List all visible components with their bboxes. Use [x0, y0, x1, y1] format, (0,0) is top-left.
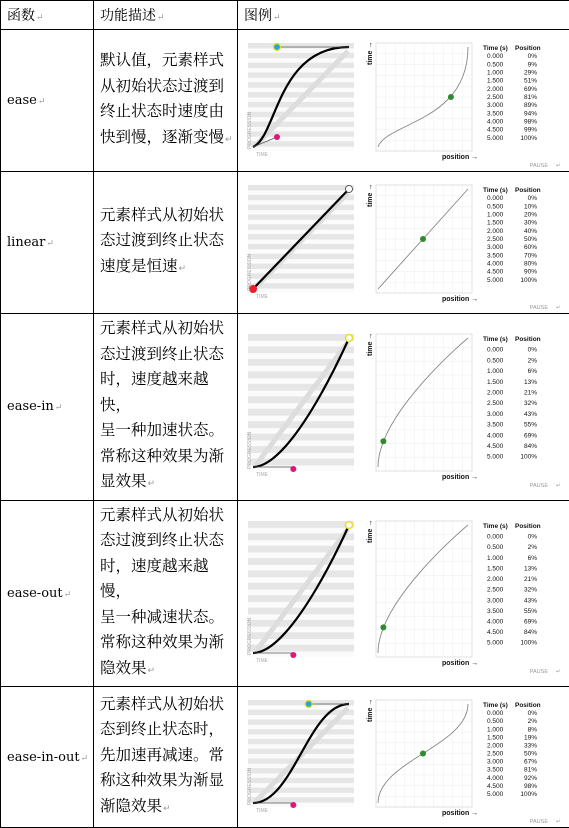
paragraph-mark: ↵ [81, 754, 89, 764]
description-cell [94, 687, 238, 828]
position-value: 81% [524, 766, 537, 773]
end-handle[interactable] [346, 522, 353, 529]
position-column-header: Position [515, 187, 541, 194]
progression-label: PROGRESSION [247, 253, 253, 291]
time-value: 3.500 [487, 608, 504, 615]
progression-label: PROGRESSION [247, 618, 253, 656]
position-value: 99% [524, 126, 537, 133]
paragraph-mark: ↵ [556, 669, 561, 675]
description-line: 态到终止状态时， [100, 717, 233, 743]
time-value: 0.000 [487, 710, 504, 717]
position-value: 6% [528, 368, 538, 375]
position-value: 89% [524, 102, 537, 109]
time-value: 1.500 [487, 379, 504, 386]
position-value: 20% [524, 211, 537, 218]
position-value: 13% [524, 566, 537, 573]
position-value: 94% [524, 110, 537, 117]
paragraph-mark: ↵ [556, 305, 561, 311]
position-value: 84% [524, 629, 537, 636]
description-line: 渐隐效果↵ [100, 794, 233, 823]
position-marker [420, 750, 426, 756]
stripe [248, 729, 354, 734]
position-value: 8% [528, 726, 538, 733]
position-value: 98% [524, 118, 537, 125]
stripe [248, 214, 354, 219]
stripe [248, 72, 354, 77]
position-value: 100% [520, 134, 537, 141]
time-value: 2.000 [487, 576, 504, 583]
position-value: 100% [520, 640, 537, 647]
paragraph-mark: ↵ [225, 135, 233, 145]
time-value: 4.000 [487, 118, 504, 125]
stripe [248, 82, 354, 87]
table-row [1, 687, 569, 828]
stripe [248, 738, 354, 743]
start-handle[interactable] [290, 466, 296, 472]
time-value: 3.000 [487, 244, 504, 251]
time-value: 4.000 [487, 619, 504, 626]
position-value: 9% [528, 61, 538, 68]
position-value: 43% [524, 411, 537, 418]
time-axis-label: TIME [256, 294, 269, 300]
header-function: 函数↵ [1, 1, 94, 30]
description-cell [94, 314, 238, 501]
time-value: 1.000 [487, 69, 504, 76]
timing-figure [238, 173, 568, 313]
paragraph-mark: ↵ [55, 403, 63, 413]
description-cell [94, 30, 238, 172]
description-line: 态过渡到终止状态 [100, 342, 233, 368]
pause-label[interactable]: PAUSE [530, 669, 549, 675]
time-value: 3.000 [487, 758, 504, 765]
time-column-header: Time (s) [483, 702, 508, 709]
progression-label: PROGRESSION [247, 111, 253, 149]
stripe [248, 521, 354, 528]
stripe [248, 121, 354, 126]
position-value: 69% [524, 433, 537, 440]
position-value: 50% [524, 750, 537, 757]
header-row [1, 1, 569, 30]
position-value: 55% [524, 608, 537, 615]
position-axis-title: position → [442, 154, 478, 161]
time-value: 2.500 [487, 94, 504, 101]
position-value: 19% [524, 734, 537, 741]
description-line: 显效果↵ [100, 469, 233, 498]
position-axis-title: position → [442, 660, 478, 667]
description-line: 元素样式从初始状 [100, 692, 233, 718]
table-row [1, 30, 569, 172]
time-column-header: Time (s) [483, 187, 508, 194]
function-name-cell [1, 172, 94, 314]
position-value: 21% [524, 576, 537, 583]
position-axis-title: position → [442, 474, 478, 481]
time-value: 4.500 [487, 268, 504, 275]
position-value: 32% [524, 400, 537, 407]
description-line: 态过渡到终止状态 [100, 228, 233, 254]
stripe [248, 111, 354, 116]
end-handle[interactable] [305, 700, 312, 707]
function-name: ease-in [7, 399, 54, 414]
position-column-header: Position [515, 336, 541, 343]
time-value: 4.000 [487, 433, 504, 440]
description-line: 呈一种加速状态。 [100, 418, 233, 444]
time-value: 0.000 [487, 195, 504, 202]
time-value: 1.000 [487, 211, 504, 218]
position-value: 10% [524, 203, 537, 210]
paragraph-mark: ↵ [556, 483, 561, 489]
paragraph-mark: ↵ [148, 666, 156, 676]
timing-figure [238, 509, 568, 677]
stripe [248, 372, 354, 379]
time-value: 4.500 [487, 629, 504, 636]
position-value: 32% [524, 587, 537, 594]
description-line: 时，速度越来越慢， [100, 554, 233, 605]
stripe [248, 700, 354, 705]
end-handle[interactable] [346, 185, 353, 192]
time-value: 2.000 [487, 390, 504, 397]
position-value: 21% [524, 390, 537, 397]
table-row [1, 172, 569, 314]
time-value: 0.500 [487, 61, 504, 68]
stripe [248, 620, 354, 627]
position-value: 50% [524, 236, 537, 243]
paragraph-mark: ↵ [64, 590, 72, 600]
time-value: 0.000 [487, 534, 504, 541]
time-value: 4.500 [487, 443, 504, 450]
position-value: 69% [524, 619, 537, 626]
position-value: 60% [524, 244, 537, 251]
stripe [248, 224, 354, 229]
time-value: 1.000 [487, 368, 504, 375]
stripe [248, 263, 354, 268]
progression-label: PROGRESSION [247, 432, 253, 470]
time-value: 0.500 [487, 203, 504, 210]
position-value: 81% [524, 94, 537, 101]
time-value: 3.500 [487, 252, 504, 259]
function-name-cell [1, 30, 94, 172]
position-value: 92% [524, 774, 537, 781]
time-axis-label: TIME [256, 472, 269, 478]
header-figure: 图例↵ [238, 1, 569, 30]
position-value: 2% [528, 718, 538, 725]
function-name-cell [1, 314, 94, 501]
stripe [248, 141, 354, 146]
position-axis-title: position → [442, 296, 478, 303]
pause-label[interactable]: PAUSE [530, 163, 549, 169]
time-value: 1.000 [487, 726, 504, 733]
description-line: 常称这种效果为渐 [100, 630, 233, 656]
time-value: 4.000 [487, 260, 504, 267]
time-axis-label: TIME [256, 808, 269, 814]
description-line: 态过渡到终止状态 [100, 528, 233, 554]
figure-cell [238, 687, 569, 828]
start-handle[interactable] [274, 134, 280, 140]
time-axis-title: time → [367, 333, 374, 356]
time-value: 4.500 [487, 782, 504, 789]
stripe [248, 571, 354, 578]
description-line: 元素样式从初始状 [100, 203, 233, 229]
time-value: 1.500 [487, 566, 504, 573]
time-axis-label: TIME [256, 658, 269, 664]
stripe [248, 185, 354, 190]
position-value: 13% [524, 379, 537, 386]
paragraph-mark: ↵ [556, 163, 561, 169]
time-axis-title: time → [367, 520, 374, 543]
position-value: 70% [524, 252, 537, 259]
time-value: 4.000 [487, 774, 504, 781]
position-marker [380, 438, 386, 444]
time-value: 3.500 [487, 110, 504, 117]
time-value: 2.000 [487, 227, 504, 234]
progression-label: PROGRESSION [247, 767, 253, 805]
stripe [248, 52, 354, 57]
stripe [248, 334, 354, 341]
paragraph-mark: ↵ [163, 804, 171, 814]
stripe [248, 101, 354, 106]
stripe [248, 595, 354, 602]
position-value: 80% [524, 260, 537, 267]
position-value: 98% [524, 782, 537, 789]
time-value: 0.000 [487, 53, 504, 60]
time-value: 2.500 [487, 587, 504, 594]
position-value: 51% [524, 77, 537, 84]
position-marker [448, 94, 454, 100]
time-column-header: Time (s) [483, 336, 508, 343]
description-line: 先加速再减速。常 [100, 743, 233, 769]
time-value: 5.000 [487, 134, 504, 141]
timing-figure [238, 322, 568, 491]
figure-cell [238, 314, 569, 501]
paragraph-mark: ↵ [179, 264, 187, 274]
position-value: 0% [528, 195, 538, 202]
time-column-header: Time (s) [483, 523, 508, 530]
time-axis-title: time → [367, 698, 374, 721]
stripe [248, 409, 354, 416]
position-column-header: Position [515, 523, 541, 530]
function-name-cell [1, 500, 94, 687]
header-description: 功能描述↵ [94, 1, 238, 30]
function-name: linear [7, 235, 45, 250]
position-value: 0% [528, 53, 538, 60]
position-value: 84% [524, 443, 537, 450]
stripe [248, 777, 354, 782]
position-value: 2% [528, 358, 538, 365]
position-value: 100% [520, 276, 537, 283]
timing-figure [238, 31, 568, 171]
description-line: 隐效果↵ [100, 656, 233, 685]
time-value: 2.000 [487, 742, 504, 749]
time-value: 2.500 [487, 400, 504, 407]
description-line: 元素样式从初始状 [100, 316, 233, 342]
pause-label[interactable]: PAUSE [530, 483, 549, 489]
position-value: 40% [524, 227, 537, 234]
figure-cell [238, 30, 569, 172]
start-handle[interactable] [290, 652, 296, 658]
figure-cell [238, 500, 569, 687]
position-axis-title: position → [442, 810, 478, 817]
description-line: 时，速度越来越快， [100, 367, 233, 418]
time-value: 3.000 [487, 598, 504, 605]
description-line: 快到慢，逐渐变慢↵ [100, 125, 233, 154]
start-handle[interactable] [290, 802, 296, 808]
position-marker [380, 625, 386, 631]
description-cell [94, 172, 238, 314]
description-line: 常称这种效果为渐 [100, 444, 233, 470]
timing-figure [238, 688, 568, 827]
end-handle[interactable] [274, 43, 281, 50]
function-name: ease-out [7, 586, 63, 601]
position-value: 90% [524, 268, 537, 275]
time-value: 2.500 [487, 236, 504, 243]
time-axis-label: TIME [256, 152, 269, 158]
time-axis-title: time → [367, 183, 374, 206]
position-value: 0% [528, 534, 538, 541]
position-value: 29% [524, 69, 537, 76]
stripe [248, 434, 354, 441]
time-value: 2.000 [487, 85, 504, 92]
stripe [248, 558, 354, 565]
description-line: 终止状态时速度由 [100, 99, 233, 125]
position-value: 0% [528, 710, 538, 717]
time-value: 3.500 [487, 422, 504, 429]
stripe [248, 253, 354, 258]
position-value: 55% [524, 422, 537, 429]
position-value: 33% [524, 742, 537, 749]
time-value: 1.500 [487, 219, 504, 226]
time-value: 0.000 [487, 347, 504, 354]
time-value: 5.000 [487, 640, 504, 647]
figure-cell [238, 172, 569, 314]
stripe [248, 384, 354, 391]
position-column-header: Position [515, 702, 541, 709]
stripe [248, 283, 354, 288]
position-value: 100% [520, 790, 537, 797]
description-line: 默认值，元素样式 [100, 48, 233, 74]
time-value: 5.000 [487, 790, 504, 797]
time-value: 1.000 [487, 555, 504, 562]
time-value: 1.500 [487, 734, 504, 741]
position-value: 30% [524, 219, 537, 226]
end-handle[interactable] [346, 335, 353, 342]
time-value: 3.000 [487, 411, 504, 418]
time-value: 5.000 [487, 454, 504, 461]
description-line: 元素样式从初始状 [100, 503, 233, 529]
paragraph-mark: ↵ [38, 97, 46, 107]
time-value: 0.500 [487, 358, 504, 365]
pause-label[interactable]: PAUSE [530, 305, 549, 311]
time-value: 3.000 [487, 102, 504, 109]
position-value: 67% [524, 758, 537, 765]
description-line: 从初始状态过渡到 [100, 74, 233, 100]
description-line: 称这种效果为渐显 [100, 768, 233, 794]
position-value: 0% [528, 347, 538, 354]
table-row [1, 500, 569, 687]
position-marker [420, 236, 426, 242]
time-value: 0.500 [487, 718, 504, 725]
position-value: 6% [528, 555, 538, 562]
function-name: ease-in-out [7, 750, 80, 765]
time-value: 4.500 [487, 126, 504, 133]
function-name-cell [1, 687, 94, 828]
time-value: 3.500 [487, 766, 504, 773]
table-row [1, 314, 569, 501]
description-cell [94, 500, 238, 687]
pause-label[interactable]: PAUSE [530, 819, 549, 825]
stripe [248, 758, 354, 763]
paragraph-mark: ↵ [556, 819, 561, 825]
position-column-header: Position [515, 45, 541, 52]
time-value: 0.500 [487, 544, 504, 551]
stripe [248, 768, 354, 773]
time-value: 2.500 [487, 750, 504, 757]
stripe [248, 709, 354, 714]
function-name: ease [7, 93, 37, 108]
paragraph-mark: ↵ [46, 239, 54, 249]
time-value: 5.000 [487, 276, 504, 283]
position-value: 100% [520, 454, 537, 461]
time-column-header: Time (s) [483, 45, 508, 52]
stripe [248, 243, 354, 248]
time-axis-title: time → [367, 41, 374, 64]
description-line: 呈一种减速状态。 [100, 605, 233, 631]
position-value: 43% [524, 598, 537, 605]
time-value: 1.500 [487, 77, 504, 84]
description-line: 速度是恒速↵ [100, 254, 233, 283]
paragraph-mark: ↵ [148, 479, 156, 489]
position-value: 2% [528, 544, 538, 551]
position-value: 69% [524, 85, 537, 92]
